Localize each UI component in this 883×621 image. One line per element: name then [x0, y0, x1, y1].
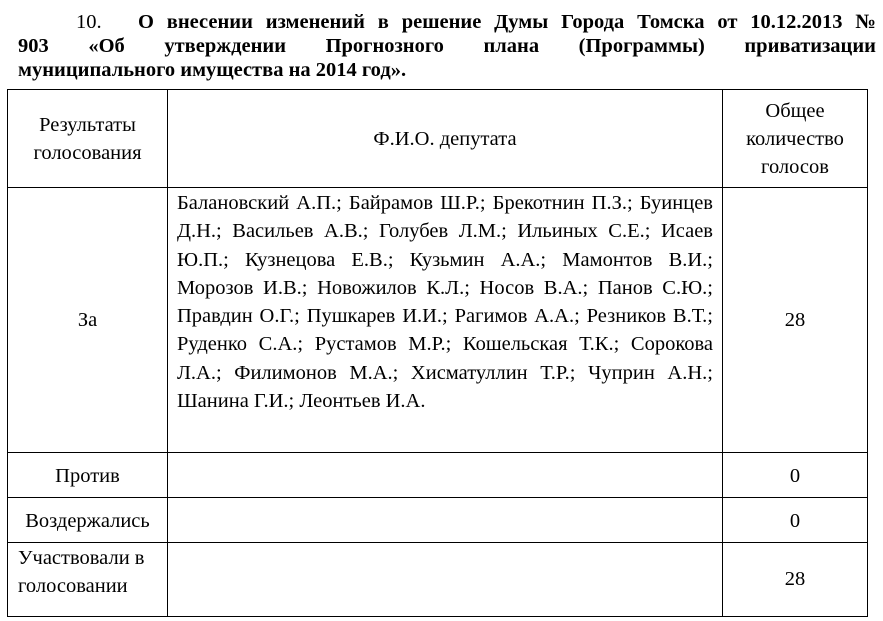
table-row-participated [8, 543, 868, 617]
table-row-abstained [8, 498, 868, 543]
table-row-against [8, 453, 868, 498]
table-header-row [8, 90, 868, 188]
heading-line-2: 903 «Об утверждении Прогнозного плана (Программы) приватизации [18, 35, 876, 57]
row-label-participated: Участвовали в голосовании [8, 543, 168, 617]
heading-line-3: муниципального имущества на 2014 год». [18, 59, 407, 81]
heading-text-1: О внесении изменений в решение Думы Города Томска от 10.12.2013 № [138, 11, 876, 33]
document-heading [18, 10, 876, 82]
header-results: Результаты голосования [8, 90, 168, 188]
deputy-names-abstained [168, 498, 723, 543]
heading-line-1 [18, 10, 876, 34]
vote-count-against: 0 [723, 453, 868, 498]
vote-count-for: 28 [723, 188, 868, 453]
vote-count-abstained: 0 [723, 498, 868, 543]
row-label-for: За [8, 188, 168, 453]
deputy-names-against [168, 453, 723, 498]
vote-count-participated: 28 [723, 543, 868, 617]
voting-results-table [7, 89, 868, 617]
deputy-names-participated [168, 543, 723, 617]
deputy-names-for: Балановский А.П.; Байрамов Ш.Р.; Брекотнин П.З.; Буинцев Д.Н.; Васильев А.В.; Голубев Л.М.; Ильиных С.Е.; Исаев Ю.П.; Кузнецова Е.В.; Кузьмин А.А.; Мамонтов В.И.; Морозов И.В.; Новожилов К.Л.; Носов В.А.; Панов С.Ю.; Правдин О.Г.; Пушкарев И.И.; Рагимов А.А.; Резников В.Т.; Руденко С.А.; Рустамов М.Р.; Кошельская Т.К.; Сорокова Л.А.; Филимонов М.А.; Хисматуллин Т.Р.; Чуприн А.Н.; Шанина Г.И.; Леонтьев И.А. [168, 188, 723, 453]
table-row-for [8, 188, 868, 453]
item-number: 10. [76, 11, 102, 33]
row-label-against: Против [8, 453, 168, 498]
row-label-abstained: Воздержались [8, 498, 168, 543]
header-total: Общее количество голосов [723, 90, 868, 188]
header-deputy: Ф.И.О. депутата [168, 90, 723, 188]
